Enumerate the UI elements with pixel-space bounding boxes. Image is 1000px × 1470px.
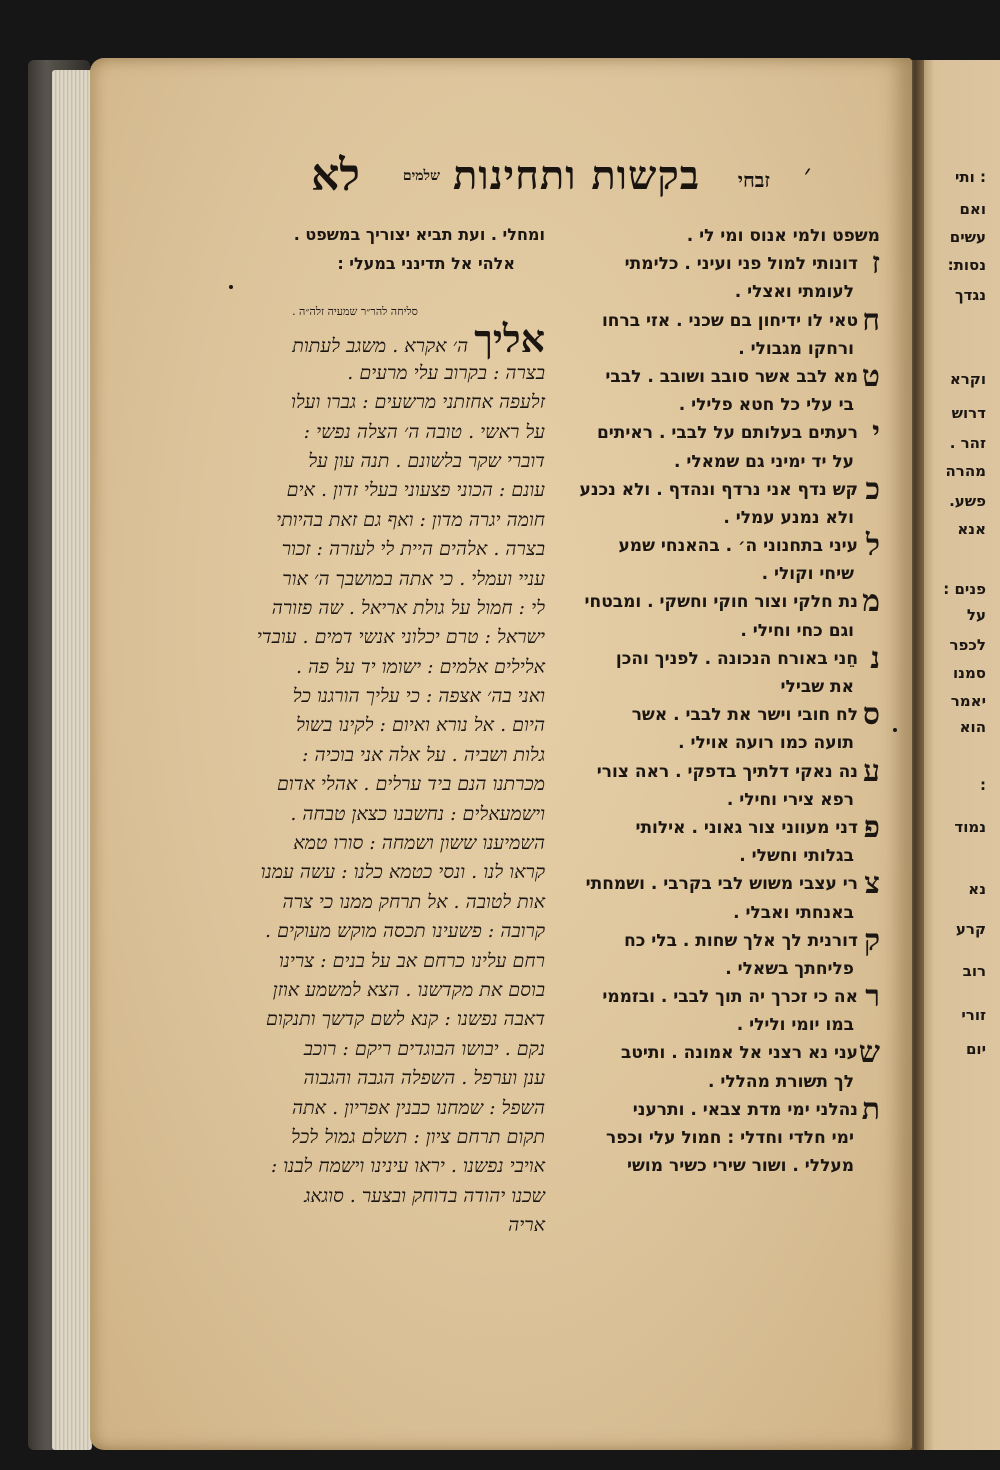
selicha-line: השפל : שמחנו כבנין אפריון . אתה [291,1096,545,1119]
line-text: משפט ולמי אנוס ומי לי . [686,226,880,246]
right-column-line [545,922,880,958]
facing-page [920,60,1000,1450]
facing-page-fragment: וקרא [949,370,986,388]
facing-page-fragment: דרוש [951,404,986,422]
facing-page-fragment: : ותי [954,168,986,186]
acrostic-letter: ע [863,753,880,789]
page-edges [52,70,92,1450]
facing-page-fragment: פשע. [949,492,986,510]
right-column-line [545,697,880,733]
right-column-line [545,640,880,676]
line-text: רי עצבי משוש לבי בקרבי . ושמחתי [585,874,858,895]
acrostic-letter: ת [861,1091,880,1127]
page-title: בקשות ותחינות [453,152,700,199]
selicha-line: חומה יגרה מדון : ואף גם זאת בהיותי [276,508,545,531]
selicha-line: אלילים אלמים : ישומו יד על פה . [295,655,545,678]
selicha-body [225,359,545,1241]
facing-page-fragment: : [980,776,986,794]
line-text: דורנית לך אלך שחות . בלי כח [624,930,858,951]
facing-page-fragment: על [966,606,986,624]
line-text: רעתים בעלותם על לבבי . ראיתים [596,423,858,444]
selicha-line: בוסם את מקדשנו . הצא למשמע אוזן [272,978,545,1001]
selicha-line: שכנו יהודה בדוחק ובצער . סוגאג [304,1184,545,1207]
selicha-line: בצרה : בקרוב עלי מרעים . [347,361,545,384]
selicha-line: מכרתנו הנם ביד ערלים . אהלי אדום [276,773,545,796]
right-column-line [545,1035,880,1071]
acrostic-letter: ל [865,528,880,564]
facing-page-fragment: זורי [961,1006,986,1024]
facing-page-fragment: יום [965,1040,986,1058]
selicha-line: עונם : הכוני פצעוני בעלי זדון . אים [286,479,545,502]
acrostic-letter: ח [862,302,880,338]
selicha-line: נקם . יבושו הבוגדים ריקם : רוכב [303,1037,545,1060]
line-text: וגם כחי וחילי . [740,620,854,641]
line-text: עיני בתחנוני ה׳ . בהאנחי שמע [618,536,858,557]
left-top-line-1: ומחלי . ועת תביא יצוריך במשפט . [293,225,545,244]
selicha-line: זלעפה אחזתני מרשעים : גברו ועלו [291,391,545,414]
line-text: עני נא רצני אל אמונה . ותיטב [620,1043,858,1064]
selicha-line: ואני בה׳ אצפה : כי עליך הורגנו כל [292,685,545,708]
line-text: את שבילי [780,677,854,697]
line-text: לעומתי ואצלי . [734,282,854,303]
facing-page-fragment: נמוד [954,818,986,836]
line-text: דני מעווני צור גאוני . אילותי [635,817,858,838]
selicha-line: רחם עלינו כרחם אב על בנים : צרינו [278,949,545,972]
line-text: טאי לו ידיחון בם שכני . אזי ברחו [601,310,858,331]
facing-page-fragment: יאמר [950,692,986,710]
right-column-line [545,673,880,701]
opening-line [225,315,545,361]
line-text: שיחי וקולי . [761,564,854,585]
selicha-line: על ראשי . טובה ה׳ הצלה נפשי : [303,420,545,443]
right-column-line [545,358,880,394]
line-text: ורחקו מגבולי . [738,338,854,359]
selicha-line: השמיענו ששון ושמחה : סורו טמא [293,832,545,855]
right-column-line [545,584,880,620]
acrostic-letter: ק [863,922,880,958]
right-column-line [545,753,880,789]
acrostic-letter: ס [862,697,880,733]
right-column-line [545,955,880,983]
selicha-line: ענן וערפל . השפלה הגבה והגבוה [303,1067,545,1090]
acrostic-letter: נ [870,640,880,676]
right-column-line [545,1091,880,1127]
selicha-line: קראו לנו . ונסי כטמא כלנו : עשה עמנו [260,861,545,884]
acrostic-letter: ש [858,1035,880,1071]
acrostic-letter: פ [863,809,880,845]
line-text: בגלותי וחשלי . [739,846,854,867]
facing-page-fragment: זהר . [949,434,986,452]
line-text: דונותי למול פני ועיני . כלימתי [624,254,858,275]
line-text: ולא נמנע עמלי . [723,507,854,528]
right-column-line [545,786,880,814]
acrostic-letter: ט [861,358,880,394]
header-left-word: שלמים [402,168,440,184]
line-text: על יד ימיני גם שמאלי . [674,451,854,472]
line-text: מעללי . ושור שירי כשיר מושי [627,1156,854,1177]
line-text: אה כי זכרך יה תוך לבבי . ובזממי [602,987,858,1008]
right-column-text [545,222,880,1180]
header-right-word: זבחי [737,168,770,192]
selicha-line: אריה [508,1214,545,1237]
line-text: קש נדף אני נרדף ונהדף . ולא נכנע [579,479,858,500]
line-text: נהלני ימי מדת צבאי . ותרעני [632,1099,858,1120]
leaf-mark: ׳ [803,160,810,190]
line-text: נה נאקי דלתיך בדפקי . ראה צורי [596,761,858,782]
selicha-line: תקום תרחם ציון : תשלם גמול לכל [291,1125,545,1148]
opening-rest: ה׳ אקרא . משגב לעתות [292,334,469,357]
line-text: חֵני באורח הנכונה . לפניך והכן [615,648,858,669]
facing-page-fragment: נגדך [955,286,986,304]
right-column-line [545,528,880,564]
right-column-line [545,1152,880,1180]
right-column-line [545,471,880,507]
facing-page-fragment: נסות: [947,256,986,274]
page-number: לא [311,150,360,201]
page-header [270,150,830,210]
right-column-line [545,899,880,927]
right-column-line [545,302,880,338]
right-column-line [545,866,880,902]
selicha-line: היום . אל נורא ואיום : לקינו בשול [295,714,545,737]
left-top-line-2: אלהי אל תדינני במעלי : [337,254,515,274]
right-column-line [545,809,880,845]
facing-page-fragment: רוב [962,962,986,980]
selicha-line: אויבי נפשנו . יראו עינינו וישמח לבנו : [270,1155,545,1178]
selicha-line: דוברי שקר בלשונם . תנה עון על [308,449,545,472]
acrostic-letter: י [872,415,880,451]
right-column-line [545,979,880,1015]
right-column-line [545,278,880,306]
selicha-line: ישראל : טרם יכלוני אנשי דמים . עובדי [256,626,545,649]
line-text: תועה כמו רועה אוילי . [678,733,854,754]
facing-page-fragment: מהרה [945,462,986,480]
selicha-line: קרובה : פשעינו תכסה מוקש מעוקים . [265,920,545,943]
acrostic-letter: ר [865,979,880,1015]
facing-page-fragment: אנא [957,520,986,538]
selicha-line: עניי ועמלי . כי אתה במושבך ה׳ אור [282,567,545,590]
facing-page-fragment: הוא [959,718,986,736]
facing-page-fragment: פנים : [943,580,986,598]
right-column-line [545,842,880,870]
facing-page-fragment: לכפר [949,636,986,654]
selicha-line: לי : חמול על גולת אריאל . שה פזורה [271,596,545,619]
line-text: ימי חלדי וחדלי : חמול עלי וכפר [606,1128,854,1148]
line-text: באנחתי ואבלי . [733,902,854,923]
right-column-line [545,504,880,532]
right-column-line [545,1068,880,1096]
selicha-line: דאבה נפשנו : קנא לשם קדשך ותנקום [266,1008,545,1031]
facing-page-fragment: קרע [955,920,986,938]
right-column-line [545,1011,880,1039]
selicha-line: גלות ושביה . על אלה אני בוכיה : [302,743,545,766]
line-text: מא לבב אשר סובב ושובב . לבבי [605,366,858,387]
acrostic-letter: צ [864,866,880,902]
right-column-line [545,448,880,476]
acrostic-letter: מ [862,584,880,620]
acrostic-letter: כ [865,471,880,507]
line-text: פליחתך בשאלי . [725,958,854,979]
right-column-line [545,729,880,757]
right-column-line [545,415,880,451]
facing-page-fragment: ואם [959,200,986,218]
line-text: רפא צירי וחילי . [726,789,854,810]
line-text: לך תשורת מהללי . [707,1071,854,1092]
facing-page-fragment: נא [968,880,986,898]
selicha-line: אות לטובה . אל תרחק ממנו כי צרה [282,890,545,913]
selicha-heading: סליחה להר״ר שמעיה זלה״ה . [292,304,418,318]
right-column-line [545,246,880,282]
line-text: במו יומי ולילי . [736,1015,854,1036]
acrostic-letter: ז [871,246,880,282]
right-column-line [545,617,880,645]
facing-page-fragment: עשים [949,228,986,246]
selicha-line: וישמעאלים : נחשבנו כצאן טבחה . [290,802,545,825]
line-text: לח חובי וישר את לבבי . אשר [631,705,858,726]
right-column-line [545,391,880,419]
line-text: נת חלקי וצור חוקי וחשקי . ומבטחי [584,592,858,613]
opening-word: אליך [474,315,545,361]
right-column-line [545,560,880,588]
facing-page-fragment: סמנו [953,664,986,682]
left-column-text [225,220,545,1241]
selicha-line: בצרה . אלהים היית לי לעזרה : זכור [281,538,545,561]
margin-dot [229,285,233,289]
line-text: בי עלי כל חטא פלילי . [678,395,854,416]
right-column-line [545,1124,880,1152]
right-column-line [545,222,880,250]
right-column-line [545,335,880,363]
margin-dot [893,728,897,732]
